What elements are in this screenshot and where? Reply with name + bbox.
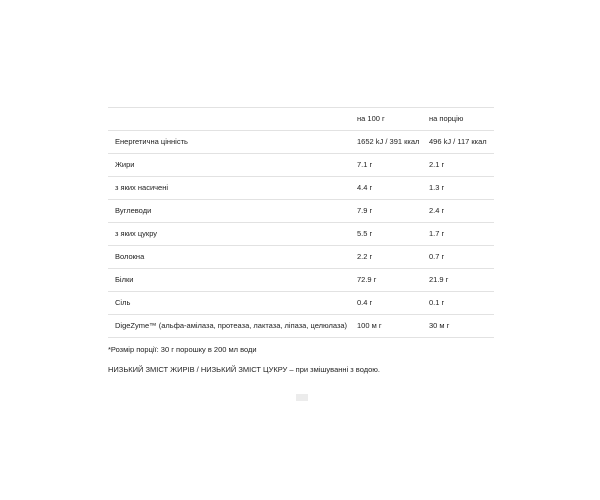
header-per-serving: на порцію <box>425 108 494 131</box>
nutrient-label: Енергетична цінність <box>108 131 353 154</box>
value-per-100g: 100 м г <box>353 315 425 338</box>
header-nutrient <box>108 108 353 131</box>
table-row <box>108 200 494 223</box>
table-header-row <box>108 108 494 131</box>
value-per-serving: 2.4 г <box>425 200 494 223</box>
value-per-serving: 0.7 г <box>425 246 494 269</box>
header-per-100g: на 100 г <box>353 108 425 131</box>
nutrient-label: Білки <box>108 269 353 292</box>
nutrition-table <box>108 107 494 338</box>
value-per-100g: 1652 kJ / 391 ккал <box>353 131 425 154</box>
serving-size-note: *Розмір порції: 30 г порошку в 200 мл води <box>108 345 257 354</box>
value-per-serving: 2.1 г <box>425 154 494 177</box>
value-per-100g: 7.9 г <box>353 200 425 223</box>
table-row <box>108 246 494 269</box>
value-per-serving: 1.3 г <box>425 177 494 200</box>
nutrient-label: Жири <box>108 154 353 177</box>
low-fat-sugar-claim: НИЗЬКИЙ ЗМІСТ ЖИРІВ / НИЗЬКИЙ ЗМІСТ ЦУКРУ – при змішуванні з водою. <box>108 365 380 374</box>
value-per-serving: 21.9 г <box>425 269 494 292</box>
value-per-serving: 496 kJ / 117 ккал <box>425 131 494 154</box>
footnotes <box>108 345 380 375</box>
nutrient-label: Сіль <box>108 292 353 315</box>
value-per-100g: 2.2 г <box>353 246 425 269</box>
table-row <box>108 177 494 200</box>
table-row <box>108 154 494 177</box>
nutrition-facts-table <box>108 107 494 338</box>
nutrient-label: з яких насичені <box>108 177 353 200</box>
value-per-100g: 72.9 г <box>353 269 425 292</box>
table-row <box>108 269 494 292</box>
image-placeholder <box>296 394 308 401</box>
value-per-100g: 7.1 г <box>353 154 425 177</box>
nutrient-label: Волокна <box>108 246 353 269</box>
table-row <box>108 315 494 338</box>
value-per-100g: 5.5 г <box>353 223 425 246</box>
value-per-serving: 1.7 г <box>425 223 494 246</box>
nutrient-label: з яких цукру <box>108 223 353 246</box>
nutrient-label: Вуглеводи <box>108 200 353 223</box>
table-row <box>108 131 494 154</box>
table-row <box>108 292 494 315</box>
table-row <box>108 223 494 246</box>
value-per-serving: 30 м г <box>425 315 494 338</box>
value-per-100g: 4.4 г <box>353 177 425 200</box>
nutrient-label: DigeZyme™ (альфа-амілаза, протеаза, лактаза, ліпаза, целюлаза) <box>108 315 353 338</box>
value-per-serving: 0.1 г <box>425 292 494 315</box>
value-per-100g: 0.4 г <box>353 292 425 315</box>
